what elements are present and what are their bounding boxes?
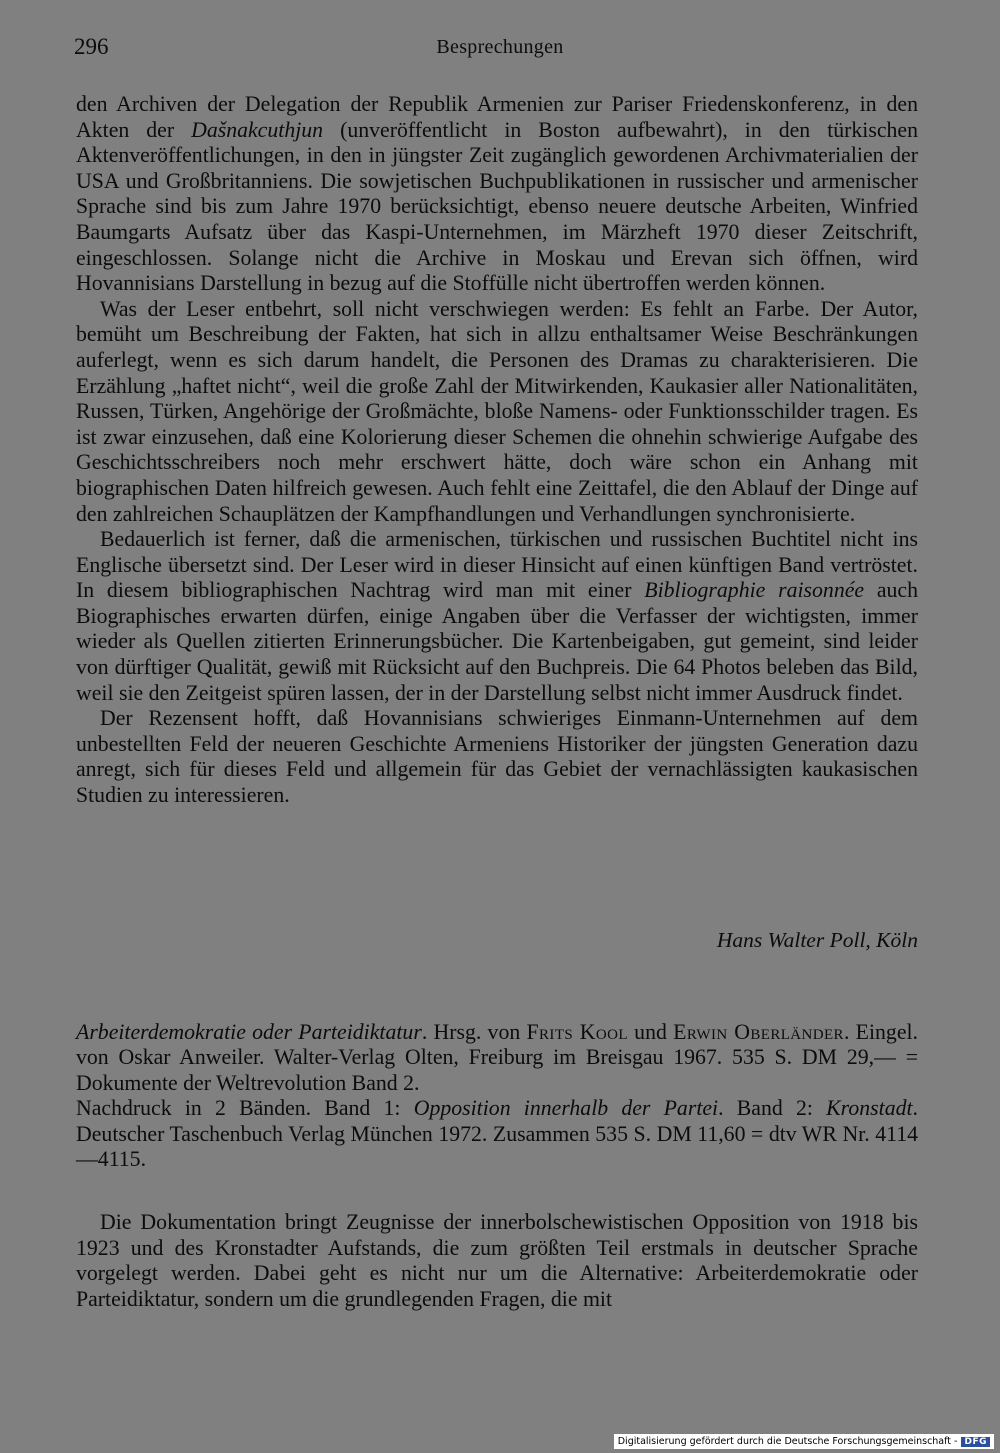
paragraph-3-text-c: auch Biographisches erwarten dürfen, einige Angaben über die Verfasser der wichtigsten, immer wieder als Quellen zitierten Erinnerungsbücher. Die Kartenbeigaben, gut gemeint, sind leider von dürftiger Qualität, gewiß mit Rücksicht auf den Buchpreis. Die 64 Photos beleben das Bild, weil sie den Zeitgeist spüren lassen, der in der Darstellung selbst nicht immer Ausdruck findet.: [76, 578, 918, 705]
paragraph-3: [76, 527, 918, 706]
page-number: 296: [74, 34, 109, 59]
paragraph-3-text-a: Bedauerlich ist ferner, daß die armenischen, türkischen und russischen Buchtitel nicht ins Englische übersetzt sind. Der Leser wird in dieser Hinsicht auf einen künftigen Band vertröstet. In diesem bibliographischen Nachtrag wird man mit einer: [76, 527, 918, 603]
citation-title: Arbeiterdemokratie oder Parteidiktatur: [76, 1020, 422, 1044]
citation-reprint: [76, 1096, 918, 1172]
paragraph-1-text-c: (unveröffentlicht in Boston aufbewahrt), in den türkischen Aktenveröffentlichungen, in den in jüngster Zeit zugänglich gewordenen Archivmaterialien der USA und Großbritanniens. Die sowjetischen Buchpublikationen in russischer und armenischer Sprache sind bis zum Jahre 1970 berücksichtigt, ebenso neuere deutsche Arbeiten, Winfried Baumgarts Aufsatz über das Kaspi-Unternehmen, im Märzheft 1970 dieser Zeitschrift, eingeschlossen. Solange nicht die Archive in Moskau und Erevan sich öffnen, wird Hovannisians Darstellung in bezug auf die Stoffülle nicht übertroffen werden können.: [76, 117, 918, 296]
paragraph-1: [76, 92, 918, 297]
reviewer-signature: Hans Walter Poll, Köln: [716, 928, 918, 952]
paragraph-2: Was der Leser entbehrt, soll nicht verschwiegen werden: Es fehlt an Farbe. Der Autor, bemüht um Beschreibung der Fakten, hat sich in allzu enthaltsamer Weise Beschränkungen auferlegt, wenn es sich darum handelt, die Personen des Dramas zu charakterisieren. Die Erzählung „haftet nicht“, weil die große Zahl der Mitwirkenden, Kaukasier aller Nationalitäten, Russen, Türken, Angehörige der Großmächte, bloße Namens- oder Funktionsschilder tragen. Es ist zwar einzusehen, daß eine Kolorierung dieser Schemen die ohnehin schwierige Aufgabe des Geschichtsschreibers noch mehr erschwert hätte, doch wäre schon ein Anhang mit biographischen Daten hilfreich gewesen. Auch fehlt eine Zeittafel, die den Ablauf der Dinge auf den zahlreichen Schauplätzen der Kampfhandlungen und Verhandlungen synchronisierte.: [76, 296, 918, 526]
paragraph-1-text-a: den Archiven der Delegation der Republik Armenien zur Pariser Friedenskonferenz, in den Akten der: [76, 92, 918, 142]
citation-text: . Band 2:: [718, 1096, 827, 1121]
citation-text: und: [627, 1020, 674, 1044]
second-review-body: [76, 1210, 918, 1312]
book-citation: [76, 1020, 918, 1172]
digitization-banner: [614, 1434, 994, 1449]
paragraph-1-italic-term: Dašnakcuthjun: [191, 117, 324, 142]
banner-text: Digitalisierung gefördert durch die Deutsche Forschungsgemeinschaft -: [617, 1436, 958, 1447]
citation-volume-1: Opposition innerhalb der Partei: [413, 1096, 719, 1121]
running-head: Besprechungen: [436, 36, 564, 58]
citation-text: . Hrsg. von: [421, 1020, 527, 1044]
citation-main: [76, 1020, 918, 1096]
citation-volume-2: Kronstadt: [826, 1096, 913, 1121]
paragraph-4: Der Rezensent hofft, daß Hovannisians schwieriges Einmann-Unternehmen auf dem unbestellten Feld der neueren Geschichte Armeniens Historiker der jüngsten Generation dazu anregt, sich für dieses Feld und allgemein für das Gebiet der vernachlässigten kaukasischen Studien zu interessieren.: [76, 706, 918, 808]
citation-text: Nachdruck in 2 Bänden. Band 1:: [76, 1096, 414, 1121]
citation-editor-2: Erwin Oberländer: [673, 1020, 844, 1044]
review-body: [76, 92, 918, 809]
dfg-logo: DFG: [961, 1437, 990, 1447]
paragraph-3-italic-term: Bibliographie raisonnée: [644, 578, 865, 603]
citation-text: . Eingel. von Oskar Anweiler. Walter-Verlag Olten, Freiburg im Breisgau 1967. 535 S. DM 29,— = Dokumente der Weltrevolution Band 2.: [76, 1020, 918, 1095]
citation-text: . Deutscher Taschenbuch Verlag München 1972. Zusammen 535 S. DM 11,60 = dtv WR Nr. 4114—4115.: [76, 1096, 918, 1172]
citation-editor-1: Frits Kool: [526, 1020, 628, 1044]
second-review-paragraph-1: Die Dokumentation bringt Zeugnisse der innerbolschewistischen Opposition von 1918 bis 1923 und des Kronstadter Aufstands, die zum größten Teil erstmals in deutscher Sprache vorgelegt werden. Dabei geht es nicht nur um die Alternative: Arbeiterdemokratie oder Parteidiktatur, sondern um die grundlegenden Fragen, die mit: [76, 1210, 918, 1311]
